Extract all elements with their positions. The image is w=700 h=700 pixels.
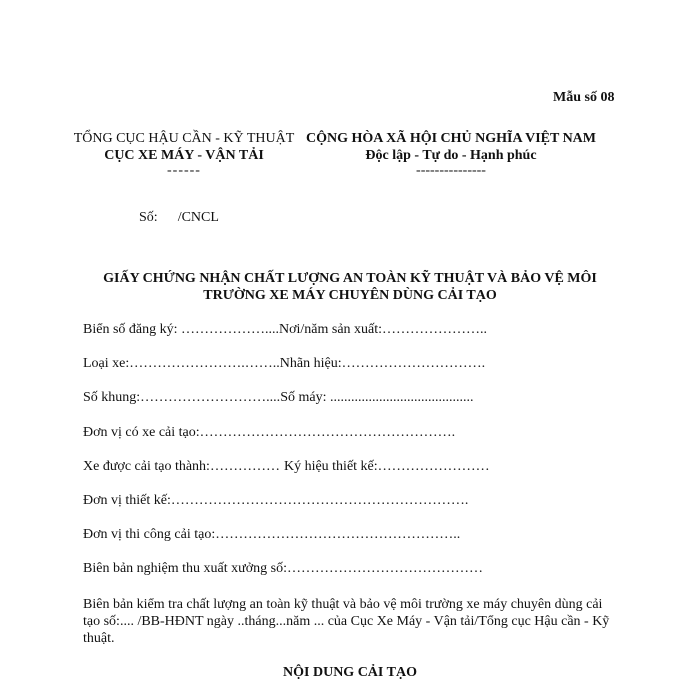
field-row-modified — [83, 458, 490, 475]
document-number — [139, 209, 219, 226]
field-construction-unit: Đơn vị thi công cải tạo:…………………………………………….. — [83, 527, 461, 542]
agency-name: CỤC XE MÁY - VẬN TẢI — [104, 148, 264, 163]
document-title — [60, 270, 640, 304]
field-design-unit: Đơn vị thiết kế:………………………………………………………. — [83, 493, 469, 508]
parent-agency-name: TỔNG CỤC HẬU CẦN - KỸ THUẬT — [73, 131, 295, 146]
document-title-line-1: GIẤY CHỨNG NHẬN CHẤT LƯỢNG AN TOÀN KỸ THUẬT VÀ BẢO VỆ MÔI — [103, 271, 597, 286]
national-motto-header — [292, 130, 610, 178]
field-row-type — [83, 355, 485, 372]
field-modified-into: Xe được cải tạo thành:…………… — [83, 459, 280, 474]
country-name: CỘNG HÒA XÃ HỘI CHỦ NGHĨA VIỆT NAM — [305, 131, 596, 146]
field-row-chassis — [83, 389, 473, 406]
field-acceptance-report: Biên bản nghiệm thu xuất xưởng số:…………………………………… — [83, 561, 483, 576]
field-registration-plate: Biển số đăng ký: ……………….... — [83, 322, 279, 337]
field-vehicle-type: Loại xe:…………………….…….. — [83, 356, 280, 371]
document-number-label: Số: — [139, 210, 158, 225]
field-engine-number: Số máy: ......................................... — [280, 390, 474, 405]
field-owner-unit: Đơn vị có xe cải tạo:………………………………………………. — [83, 425, 456, 440]
section-heading: NỘI DUNG CẢI TẠO — [283, 665, 417, 680]
form-number: Mẫu số 08 — [553, 90, 615, 105]
field-brand: Nhãn hiệu:…………………………. — [279, 356, 486, 371]
document-number-suffix: /CNCL — [177, 210, 219, 225]
national-motto: Độc lập - Tự do - Hạnh phúc — [365, 148, 537, 163]
motto-separator: --------------- — [416, 163, 486, 178]
inspection-report-paragraph: Biên bản kiểm tra chất lượng an toàn kỹ thuật và bảo vệ môi trường xe máy chuyên dùng cải tạo số:.... /BB-HĐNT ngày ..tháng...năm ... của Cục Xe Máy - Vận tải/Tổng cục Hậu cần - Kỹ thuật. — [83, 597, 610, 646]
field-row-registration — [83, 321, 487, 338]
field-design-code: Ký hiệu thiết kế:…………………… — [283, 459, 490, 474]
document-title-line-2: TRƯỜNG XE MÁY CHUYÊN DÙNG CẢI TẠO — [203, 288, 497, 303]
agency-separator: ------ — [167, 163, 201, 178]
field-origin: Nơi/năm sản xuất:………………….. — [279, 322, 488, 337]
issuing-agency-header — [72, 130, 296, 178]
field-chassis-number: Số khung:……………………….... — [83, 390, 281, 405]
